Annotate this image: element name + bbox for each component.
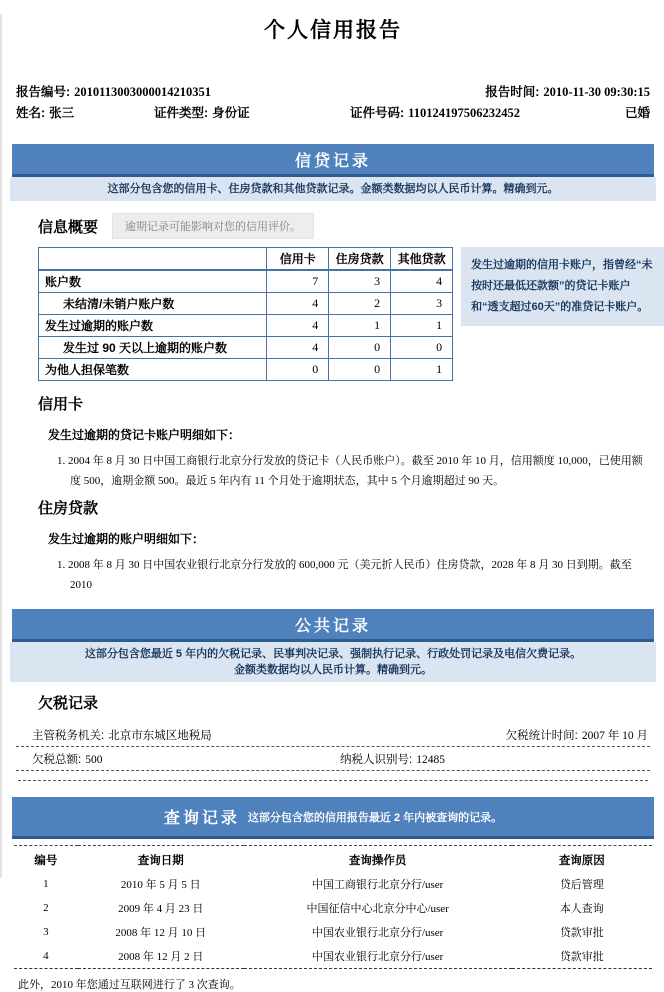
row-value: 0	[391, 337, 453, 359]
query-col-reason: 查询原因	[558, 855, 605, 867]
row-label: 未结清/未销户账户数	[39, 293, 267, 315]
query-reason: 本人查询	[559, 903, 604, 915]
summary-table-header	[39, 248, 453, 271]
page-title: 个人信用报告	[264, 19, 402, 42]
credit-card-heading: 信用卡	[38, 396, 84, 413]
report-time-value: 2010-11-30 09:30:15	[543, 85, 650, 99]
tax-records-block	[16, 723, 650, 781]
summary-area	[38, 247, 664, 381]
table-row	[14, 872, 652, 896]
report-number	[16, 82, 211, 103]
row-value: 4	[267, 337, 329, 359]
row-value: 0	[329, 337, 391, 359]
query-reason: 贷款审批	[559, 951, 604, 963]
housing-loan-intro: 发生过逾期的账户明细如下：	[48, 532, 205, 546]
credit-records-banner	[12, 144, 654, 177]
id-type	[154, 103, 350, 124]
row-value: 1	[391, 315, 453, 337]
table-row	[14, 920, 652, 944]
query-no: 4	[43, 950, 49, 962]
query-col-operator: 查询操作员	[348, 855, 407, 867]
housing-loan-heading: 住房贷款	[38, 500, 99, 517]
taxpayer-id-value: 12485	[416, 754, 445, 766]
summary-col-other-loan: 其他贷款	[391, 248, 453, 271]
table-row	[14, 896, 652, 920]
row-value: 4	[267, 315, 329, 337]
public-records-subtitle-line1: 这部分包含您最近 5 年内的欠税记录、民事判决记录、强制执行记录、行政处罚记录及电信欠费记录。	[84, 648, 582, 660]
summary-col-credit-card: 信用卡	[267, 248, 329, 271]
query-operator: 中国农业银行北京分行/user	[311, 951, 444, 963]
row-value: 0	[267, 359, 329, 381]
row-label: 发生过 90 天以上逾期的账户数	[39, 337, 267, 359]
credit-card-intro: 发生过逾期的贷记卡账户明细如下：	[48, 428, 241, 442]
id-number	[350, 103, 625, 124]
tax-authority-label: 主管税务机关:	[32, 730, 105, 742]
summary-col-blank	[39, 248, 267, 271]
report-time-label: 报告时间:	[485, 85, 540, 99]
table-row	[39, 315, 453, 337]
housing-loan-item: 1. 2008 年 8 月 30 日中国农业银行北京分行发放的 600,000 元（美元折人民币）住房贷款，2028 年 8 月 30 日到期。截至 2010	[57, 559, 632, 591]
summary-table	[38, 247, 453, 381]
tax-records-heading: 欠税记录	[38, 695, 99, 712]
name-value: 张三	[49, 106, 75, 120]
row-value: 4	[391, 270, 453, 293]
name-label: 姓名:	[16, 106, 46, 120]
table-row	[39, 359, 453, 381]
tax-authority-value: 北京市东城区地税局	[108, 730, 212, 742]
id-type-value: 身份证	[212, 106, 250, 120]
credit-records-banner-subtitle: 这部分包含您的信用卡、住房贷款和其他贷款记录。金额类数据均以人民币计算。精确到元。	[10, 177, 656, 201]
report-header-row2	[16, 103, 650, 124]
row-value: 7	[267, 270, 329, 293]
query-no: 3	[43, 926, 49, 938]
marital-status: 已婚	[624, 106, 650, 120]
query-no: 1	[43, 878, 49, 890]
query-operator: 中国工商银行北京分行/user	[311, 879, 444, 891]
id-type-label: 证件类型:	[154, 106, 209, 120]
id-number-label: 证件号码:	[350, 106, 405, 120]
summary-heading: 信息概要	[38, 218, 99, 236]
table-row	[39, 270, 453, 293]
tax-row-1	[16, 723, 650, 747]
tax-row-2	[16, 747, 650, 771]
row-value: 4	[267, 293, 329, 315]
query-date: 2008 年 12 月 2 日	[118, 951, 204, 963]
row-value: 2	[329, 293, 391, 315]
query-records-banner-title: 查询记录	[163, 810, 240, 827]
query-date: 2008 年 12 月 10 日	[115, 927, 207, 939]
tax-total	[32, 751, 340, 767]
query-col-date: 查询日期	[137, 855, 184, 867]
tax-total-value: 500	[85, 754, 103, 766]
query-reason: 贷后管理	[559, 879, 604, 891]
row-label: 发生过逾期的账户数	[39, 315, 267, 337]
summary-section	[38, 213, 664, 239]
query-operator: 中国征信中心北京分中心/user	[306, 903, 449, 915]
query-records-banner	[12, 797, 654, 839]
query-date: 2009 年 4 月 23 日	[118, 903, 204, 915]
id-number-value: 110124197506232452	[408, 106, 520, 120]
summary-col-housing-loan: 住房贷款	[329, 248, 391, 271]
public-records-banner-title: 公共记录	[294, 618, 371, 635]
query-records-banner-subtitle: 这部分包含您的信用报告最近 2 年内被查询的记录。	[247, 811, 503, 824]
public-records-banner-subtitle	[10, 642, 656, 682]
query-no: 2	[43, 902, 49, 914]
query-operator: 中国农业银行北京分行/user	[311, 927, 444, 939]
overdue-definition-note: 发生过逾期的信用卡账户，指曾经“未按时还最低还款额”的贷记卡账户和“透支超过60天”的准贷记卡账户。	[461, 247, 664, 326]
report-number-label: 报告编号:	[16, 85, 71, 99]
tax-stat-time-value: 2007 年 10 月	[581, 730, 648, 742]
row-value: 3	[391, 293, 453, 315]
row-value: 0	[329, 359, 391, 381]
tax-record-end-divider	[18, 771, 648, 781]
table-row	[14, 944, 652, 969]
query-records-banner-content	[12, 797, 654, 836]
credit-records-banner-title: 信贷记录	[294, 153, 371, 170]
tax-stat-time	[506, 727, 648, 743]
query-date: 2010 年 5 月 5 日	[120, 879, 201, 891]
report-time	[485, 82, 650, 103]
row-label: 账户数	[39, 270, 267, 293]
summary-tip: 逾期记录可能影响对您的信用评价。	[112, 213, 314, 239]
taxpayer-id-label: 纳税人识别号:	[340, 754, 413, 766]
public-records-banner	[12, 609, 654, 642]
public-records-subtitle-line2: 金额类数据均以人民币计算。精确到元。	[234, 664, 432, 676]
tax-authority	[32, 727, 212, 743]
report-number-value: 2010113003000014210351	[74, 85, 211, 99]
internet-query-note: 此外，2010 年您通过互联网进行了 3 次查询。	[18, 979, 241, 991]
row-value: 1	[329, 315, 391, 337]
table-row	[39, 337, 453, 359]
credit-card-item: 1. 2004 年 8 月 30 日中国工商银行北京分行发放的贷记卡（人民币账户）。截至 2010 年 10 月，信用额度 10,000，已使用额度 500，逾期金额 500。最近 5 年内有 11 个月处于逾期状态，其中 5 个月逾期超过 90 天。	[57, 455, 643, 487]
taxpayer-id	[340, 751, 648, 767]
report-header	[16, 82, 650, 124]
person-name	[16, 103, 154, 124]
query-col-no: 编号	[34, 855, 58, 867]
row-value: 1	[391, 359, 453, 381]
row-label: 为他人担保笔数	[39, 359, 267, 381]
query-table-header	[14, 846, 652, 873]
tax-stat-time-label: 欠税统计时间:	[505, 730, 578, 742]
tax-total-label: 欠税总额:	[32, 754, 82, 766]
table-row	[39, 293, 453, 315]
row-value: 3	[329, 270, 391, 293]
query-reason: 贷款审批	[559, 927, 604, 939]
report-header-row1	[16, 82, 650, 103]
